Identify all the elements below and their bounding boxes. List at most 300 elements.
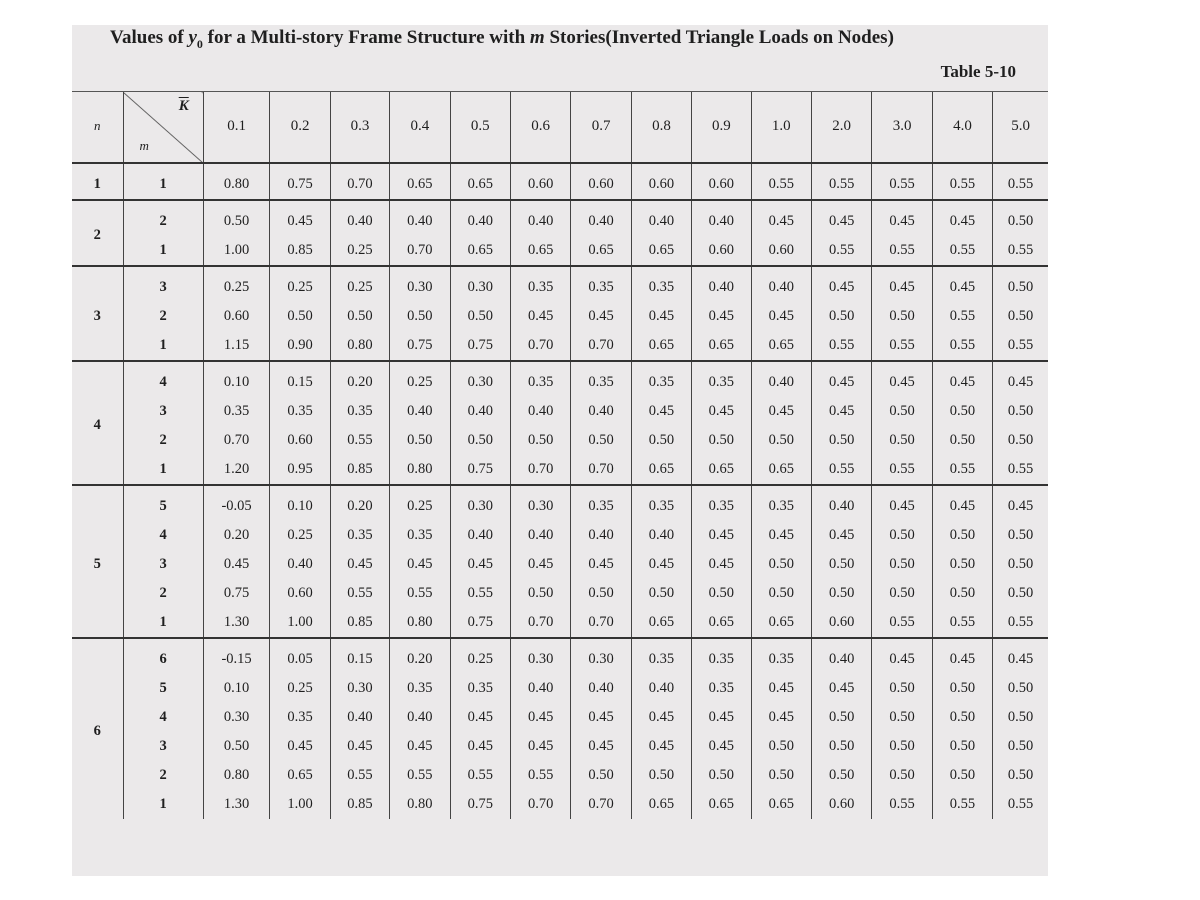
value-cell: 0.80 <box>330 331 389 361</box>
value-cell: 0.55 <box>811 236 871 266</box>
table-row <box>72 732 1048 761</box>
value-cell: 0.45 <box>692 550 751 579</box>
value-cell: 0.50 <box>993 761 1048 790</box>
value-cell: 0.30 <box>571 638 631 674</box>
value-cell: 0.10 <box>203 674 270 703</box>
value-cell: 0.75 <box>450 608 510 638</box>
value-cell: 0.65 <box>631 455 691 485</box>
value-cell: 0.55 <box>993 790 1048 819</box>
value-cell: 0.15 <box>330 638 389 674</box>
value-cell: 0.40 <box>390 397 450 426</box>
value-cell: 0.45 <box>571 302 631 331</box>
table-row <box>72 163 1048 200</box>
value-cell: 0.35 <box>270 397 330 426</box>
value-cell: 0.45 <box>811 361 871 397</box>
value-cell: 0.55 <box>510 761 570 790</box>
value-cell: 0.95 <box>270 455 330 485</box>
value-cell: 0.70 <box>510 790 570 819</box>
value-cell: 0.35 <box>571 361 631 397</box>
value-cell: 0.40 <box>450 200 510 236</box>
diagonal-header <box>123 92 203 163</box>
table-row <box>72 485 1048 521</box>
value-cell: 0.45 <box>811 266 871 302</box>
value-cell: 0.75 <box>450 331 510 361</box>
m-cell: 2 <box>123 761 203 790</box>
value-cell: -0.15 <box>203 638 270 674</box>
k-header: 1.0 <box>751 92 811 163</box>
m-cell: 1 <box>123 236 203 266</box>
value-cell: 0.65 <box>631 331 691 361</box>
value-cell: 0.45 <box>450 703 510 732</box>
value-cell: 0.55 <box>932 236 992 266</box>
value-cell: 0.55 <box>330 426 389 455</box>
n-cell: 5 <box>72 485 123 638</box>
value-cell: 0.20 <box>330 485 389 521</box>
value-cell: 0.45 <box>631 397 691 426</box>
value-cell: 0.45 <box>932 485 992 521</box>
value-cell: 0.70 <box>571 790 631 819</box>
value-cell: 0.50 <box>932 761 992 790</box>
value-cell: 0.85 <box>270 236 330 266</box>
value-cell: 0.40 <box>510 397 570 426</box>
value-cell: 0.45 <box>811 521 871 550</box>
table-row <box>72 579 1048 608</box>
n-header: n <box>72 92 123 163</box>
m-cell: 3 <box>123 397 203 426</box>
value-cell: 0.50 <box>872 550 932 579</box>
value-cell: 0.55 <box>872 163 932 200</box>
value-cell: 0.65 <box>631 608 691 638</box>
value-cell: 0.50 <box>811 550 871 579</box>
value-cell: 0.45 <box>751 674 811 703</box>
value-cell: 0.45 <box>390 550 450 579</box>
value-cell: 0.65 <box>692 790 751 819</box>
value-cell: 0.15 <box>270 361 330 397</box>
value-cell: 0.45 <box>872 485 932 521</box>
value-cell: 0.45 <box>872 361 932 397</box>
m-cell: 1 <box>123 163 203 200</box>
value-cell: 0.55 <box>872 608 932 638</box>
table-row <box>72 761 1048 790</box>
m-cell: 3 <box>123 550 203 579</box>
value-cell: 0.40 <box>510 521 570 550</box>
value-cell: 0.60 <box>692 163 751 200</box>
value-cell: 0.50 <box>872 579 932 608</box>
value-cell: 0.65 <box>270 761 330 790</box>
value-cell: 0.55 <box>811 163 871 200</box>
value-cell: 0.45 <box>811 200 871 236</box>
y0-values-table <box>72 91 1048 819</box>
value-cell: 0.50 <box>751 550 811 579</box>
value-cell: 0.35 <box>751 638 811 674</box>
table-row <box>72 674 1048 703</box>
value-cell: 0.20 <box>203 521 270 550</box>
value-cell: 0.50 <box>872 397 932 426</box>
value-cell: 0.50 <box>450 302 510 331</box>
value-cell: 0.25 <box>270 674 330 703</box>
value-cell: 0.45 <box>872 266 932 302</box>
value-cell: 0.25 <box>270 521 330 550</box>
value-cell: 0.30 <box>450 266 510 302</box>
value-cell: 0.50 <box>993 550 1048 579</box>
value-cell: 0.75 <box>450 790 510 819</box>
m-label: m <box>139 137 149 153</box>
value-cell: 0.70 <box>390 236 450 266</box>
value-cell: 0.55 <box>450 579 510 608</box>
value-cell: 0.45 <box>751 397 811 426</box>
value-cell: 0.50 <box>872 761 932 790</box>
value-cell: 0.25 <box>330 236 389 266</box>
value-cell: 0.60 <box>811 608 871 638</box>
value-cell: 0.25 <box>450 638 510 674</box>
value-cell: 0.55 <box>872 236 932 266</box>
value-cell: 0.50 <box>932 732 992 761</box>
value-cell: 0.40 <box>330 703 389 732</box>
value-cell: 0.45 <box>751 703 811 732</box>
value-cell: 0.40 <box>450 521 510 550</box>
value-cell: 0.30 <box>510 638 570 674</box>
value-cell: 0.50 <box>932 426 992 455</box>
value-cell: 0.55 <box>872 790 932 819</box>
header-row <box>72 92 1048 163</box>
value-cell: 0.45 <box>510 550 570 579</box>
value-cell: 0.50 <box>751 426 811 455</box>
value-cell: 0.40 <box>811 485 871 521</box>
value-cell: 0.30 <box>450 485 510 521</box>
value-cell: 0.40 <box>390 703 450 732</box>
value-cell: 0.30 <box>330 674 389 703</box>
value-cell: 0.50 <box>993 579 1048 608</box>
value-cell: 0.55 <box>993 163 1048 200</box>
value-cell: 0.50 <box>811 302 871 331</box>
table-row <box>72 455 1048 485</box>
value-cell: 0.80 <box>203 761 270 790</box>
table-row <box>72 550 1048 579</box>
value-cell: 0.50 <box>993 200 1048 236</box>
value-cell: 0.25 <box>270 266 330 302</box>
table-row <box>72 790 1048 819</box>
value-cell: 0.35 <box>692 485 751 521</box>
n-cell: 4 <box>72 361 123 485</box>
value-cell: 0.50 <box>330 302 389 331</box>
table-number: Table 5-10 <box>940 62 1016 81</box>
value-cell: 0.35 <box>510 361 570 397</box>
table-row <box>72 638 1048 674</box>
value-cell: 0.45 <box>390 732 450 761</box>
value-cell: 0.45 <box>751 521 811 550</box>
value-cell: 0.50 <box>993 732 1048 761</box>
m-cell: 5 <box>123 485 203 521</box>
value-cell: 0.50 <box>751 732 811 761</box>
value-cell: 0.45 <box>811 674 871 703</box>
value-cell: 0.50 <box>571 426 631 455</box>
value-cell: 0.40 <box>450 397 510 426</box>
value-cell: 0.45 <box>631 732 691 761</box>
value-cell: 0.65 <box>450 236 510 266</box>
value-cell: 0.50 <box>692 579 751 608</box>
value-cell: 0.65 <box>692 331 751 361</box>
value-cell: 0.70 <box>510 331 570 361</box>
k-header: 0.1 <box>203 92 270 163</box>
value-cell: 0.50 <box>993 397 1048 426</box>
m-cell: 3 <box>123 732 203 761</box>
value-cell: 0.55 <box>330 761 389 790</box>
value-cell: 0.50 <box>631 579 691 608</box>
value-cell: 0.50 <box>751 761 811 790</box>
value-cell: 0.55 <box>932 163 992 200</box>
value-cell: 0.55 <box>872 331 932 361</box>
value-cell: 0.50 <box>872 674 932 703</box>
value-cell: 0.35 <box>390 521 450 550</box>
value-cell: 0.65 <box>751 790 811 819</box>
value-cell: 0.80 <box>390 455 450 485</box>
value-cell: 0.50 <box>450 426 510 455</box>
value-cell: 0.65 <box>751 331 811 361</box>
k-header: 3.0 <box>872 92 932 163</box>
value-cell: 0.45 <box>510 302 570 331</box>
table-row <box>72 426 1048 455</box>
value-cell: 0.65 <box>390 163 450 200</box>
value-cell: 0.50 <box>631 426 691 455</box>
value-cell: 0.85 <box>330 608 389 638</box>
value-cell: 0.50 <box>571 761 631 790</box>
value-cell: 0.50 <box>872 426 932 455</box>
value-cell: 0.45 <box>872 200 932 236</box>
page-scan <box>72 25 1048 876</box>
value-cell: 0.30 <box>450 361 510 397</box>
value-cell: 0.25 <box>390 485 450 521</box>
m-cell: 3 <box>123 266 203 302</box>
value-cell: 0.40 <box>751 266 811 302</box>
value-cell: 0.50 <box>390 302 450 331</box>
value-cell: 0.40 <box>330 200 389 236</box>
value-cell: 0.40 <box>571 521 631 550</box>
value-cell: 0.55 <box>993 608 1048 638</box>
value-cell: 0.30 <box>390 266 450 302</box>
table-row <box>72 331 1048 361</box>
m-cell: 1 <box>123 455 203 485</box>
value-cell: 0.45 <box>510 703 570 732</box>
value-cell: 0.65 <box>631 236 691 266</box>
value-cell: 0.35 <box>692 674 751 703</box>
value-cell: 0.45 <box>751 302 811 331</box>
n-cell: 6 <box>72 638 123 819</box>
value-cell: 0.50 <box>811 579 871 608</box>
m-cell: 4 <box>123 361 203 397</box>
value-cell: 0.35 <box>631 638 691 674</box>
value-cell: 0.50 <box>872 732 932 761</box>
value-cell: 0.35 <box>692 361 751 397</box>
value-cell: 0.35 <box>631 485 691 521</box>
value-cell: 0.45 <box>571 732 631 761</box>
value-cell: 0.45 <box>811 397 871 426</box>
value-cell: 0.60 <box>571 163 631 200</box>
n-cell: 3 <box>72 266 123 361</box>
value-cell: 0.50 <box>692 426 751 455</box>
value-cell: 0.55 <box>811 331 871 361</box>
table-title: Values of $y_0$ for a Multi-story Frame Structure with m Stories(Inverted Triangle Loads on Nodes) <box>110 27 894 51</box>
value-cell: 0.45 <box>993 638 1048 674</box>
value-cell: 0.35 <box>571 485 631 521</box>
value-cell: 0.45 <box>450 550 510 579</box>
k-header: 0.9 <box>692 92 751 163</box>
value-cell: 0.75 <box>270 163 330 200</box>
m-cell: 2 <box>123 426 203 455</box>
value-cell: 0.40 <box>510 200 570 236</box>
value-cell: 0.50 <box>692 761 751 790</box>
value-cell: 0.75 <box>450 455 510 485</box>
value-cell: 0.50 <box>751 579 811 608</box>
m-cell: 4 <box>123 521 203 550</box>
value-cell: 0.45 <box>270 732 330 761</box>
value-cell: 0.45 <box>692 397 751 426</box>
value-cell: 0.45 <box>270 200 330 236</box>
value-cell: 0.65 <box>692 608 751 638</box>
value-cell: 0.65 <box>510 236 570 266</box>
value-cell: 0.45 <box>932 361 992 397</box>
value-cell: 0.10 <box>203 361 270 397</box>
m-cell: 2 <box>123 302 203 331</box>
table-row <box>72 608 1048 638</box>
value-cell: 0.45 <box>631 302 691 331</box>
value-cell: 0.85 <box>330 790 389 819</box>
value-cell: 0.05 <box>270 638 330 674</box>
value-cell: 0.45 <box>932 266 992 302</box>
value-cell: 0.50 <box>811 761 871 790</box>
value-cell: 0.50 <box>811 703 871 732</box>
value-cell: 0.55 <box>751 163 811 200</box>
value-cell: 0.50 <box>993 426 1048 455</box>
value-cell: 1.15 <box>203 331 270 361</box>
value-cell: 0.65 <box>692 455 751 485</box>
value-cell: 1.00 <box>270 608 330 638</box>
value-cell: 0.65 <box>450 163 510 200</box>
value-cell: 0.35 <box>571 266 631 302</box>
k-header: 0.7 <box>571 92 631 163</box>
m-cell: 2 <box>123 579 203 608</box>
value-cell: 0.70 <box>510 608 570 638</box>
value-cell: 0.50 <box>571 579 631 608</box>
value-cell: 0.70 <box>510 455 570 485</box>
value-cell: 0.40 <box>631 674 691 703</box>
value-cell: 0.30 <box>510 485 570 521</box>
value-cell: 0.45 <box>571 703 631 732</box>
k-header: 0.8 <box>631 92 691 163</box>
value-cell: 0.35 <box>751 485 811 521</box>
value-cell: 0.55 <box>811 455 871 485</box>
value-cell: 0.50 <box>811 426 871 455</box>
value-cell: 0.40 <box>390 200 450 236</box>
value-cell: 0.70 <box>571 331 631 361</box>
m-cell: 1 <box>123 608 203 638</box>
value-cell: -0.05 <box>203 485 270 521</box>
value-cell: 0.55 <box>932 302 992 331</box>
table-row <box>72 200 1048 236</box>
value-cell: 0.50 <box>510 579 570 608</box>
table-row <box>72 361 1048 397</box>
k-header: 0.5 <box>450 92 510 163</box>
k-header: 0.2 <box>270 92 330 163</box>
value-cell: 0.45 <box>932 638 992 674</box>
value-cell: 0.35 <box>203 397 270 426</box>
value-cell: 0.35 <box>631 266 691 302</box>
value-cell: 0.75 <box>203 579 270 608</box>
value-cell: 0.50 <box>390 426 450 455</box>
value-cell: 0.55 <box>330 579 389 608</box>
value-cell: 0.40 <box>811 638 871 674</box>
value-cell: 0.80 <box>203 163 270 200</box>
value-cell: 0.55 <box>932 790 992 819</box>
table-row <box>72 302 1048 331</box>
value-cell: 0.65 <box>631 790 691 819</box>
value-cell: 0.25 <box>203 266 270 302</box>
k-header: 0.6 <box>510 92 570 163</box>
value-cell: 0.60 <box>631 163 691 200</box>
value-cell: 0.40 <box>692 266 751 302</box>
value-cell: 0.45 <box>510 732 570 761</box>
k-header: 5.0 <box>993 92 1048 163</box>
value-cell: 0.45 <box>450 732 510 761</box>
value-cell: 0.45 <box>872 638 932 674</box>
value-cell: 0.35 <box>631 361 691 397</box>
value-cell: 0.50 <box>811 732 871 761</box>
n-cell: 2 <box>72 200 123 266</box>
value-cell: 0.40 <box>571 397 631 426</box>
value-cell: 0.60 <box>270 426 330 455</box>
value-cell: 0.45 <box>631 550 691 579</box>
value-cell: 0.55 <box>993 331 1048 361</box>
value-cell: 0.50 <box>872 302 932 331</box>
value-cell: 0.50 <box>203 732 270 761</box>
value-cell: 0.55 <box>390 761 450 790</box>
table-row <box>72 521 1048 550</box>
value-cell: 0.60 <box>811 790 871 819</box>
value-cell: 0.45 <box>932 200 992 236</box>
value-cell: 0.40 <box>631 200 691 236</box>
value-cell: 0.55 <box>932 608 992 638</box>
value-cell: 0.50 <box>993 521 1048 550</box>
value-cell: 0.50 <box>993 703 1048 732</box>
value-cell: 0.45 <box>993 485 1048 521</box>
value-cell: 0.60 <box>510 163 570 200</box>
value-cell: 1.20 <box>203 455 270 485</box>
value-cell: 0.60 <box>692 236 751 266</box>
value-cell: 1.00 <box>203 236 270 266</box>
value-cell: 0.55 <box>993 236 1048 266</box>
value-cell: 0.50 <box>631 761 691 790</box>
value-cell: 0.70 <box>203 426 270 455</box>
value-cell: 0.50 <box>932 703 992 732</box>
value-cell: 0.20 <box>390 638 450 674</box>
value-cell: 0.85 <box>330 455 389 485</box>
value-cell: 0.10 <box>270 485 330 521</box>
k-header: 4.0 <box>932 92 992 163</box>
value-cell: 0.40 <box>270 550 330 579</box>
value-cell: 0.50 <box>993 266 1048 302</box>
value-cell: 0.40 <box>692 200 751 236</box>
value-cell: 0.45 <box>692 732 751 761</box>
m-cell: 6 <box>123 638 203 674</box>
value-cell: 0.55 <box>872 455 932 485</box>
value-cell: 0.50 <box>270 302 330 331</box>
value-cell: 0.45 <box>330 550 389 579</box>
table-body <box>72 163 1048 819</box>
value-cell: 0.60 <box>751 236 811 266</box>
k-header: 0.3 <box>330 92 389 163</box>
value-cell: 0.45 <box>631 703 691 732</box>
m-cell: 4 <box>123 703 203 732</box>
value-cell: 0.35 <box>692 638 751 674</box>
